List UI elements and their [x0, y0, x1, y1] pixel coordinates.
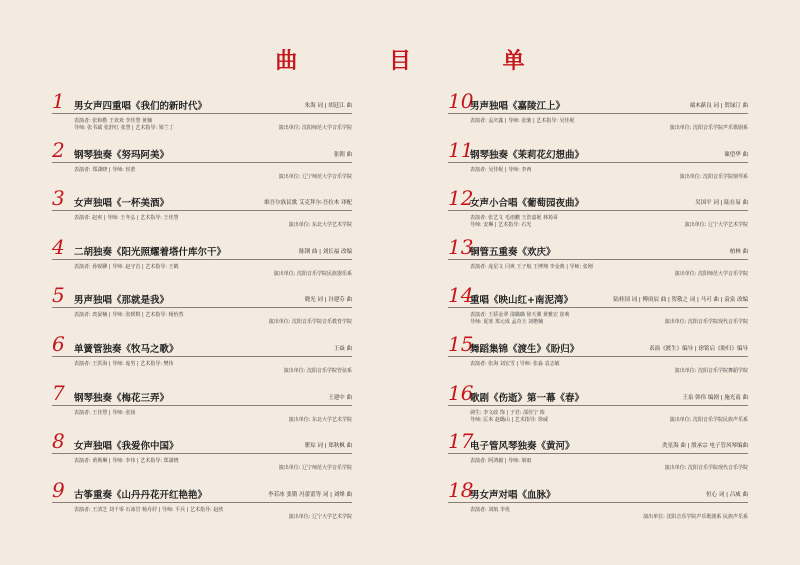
- program-performers: 表演者: 吴佳妮 | 导师: 李西: [470, 166, 532, 173]
- program-performers: 表演者: 阿鸿毅 | 导师: 梁雨: [470, 458, 532, 465]
- program-credit: 维吾尔族民歌 艾克拜尔·吾拉木 译配: [264, 200, 352, 207]
- program-unit: 演出单位: 辽宁师范大学音乐学院: [278, 173, 352, 180]
- divider-line: [52, 356, 352, 357]
- divider-line: [52, 405, 352, 406]
- program-credit: 王焱 曲: [333, 346, 352, 352]
- divider-line: [52, 502, 352, 503]
- program-item: [448, 137, 748, 191]
- program-unit: 演出单位: 沈阳音乐学院现代音乐学院: [664, 319, 748, 326]
- program-item: [448, 89, 748, 142]
- program-performers: 调生: 李文政 饰 | 子君: 邵佳宁 饰: [470, 409, 545, 416]
- program-performers: 表演者: 王骄金翠 邵璐璐 徐天翼 黄雅宏 崔莉: [470, 312, 570, 319]
- program-title: 舞蹈集锦《渡生》《盼归》: [470, 344, 580, 355]
- program-item: [52, 477, 352, 531]
- program-title: 钢琴独奏《茉莉花幻想曲》: [470, 149, 585, 161]
- program-number: 12: [448, 186, 474, 211]
- program-number: 4: [52, 234, 65, 259]
- program-title: 女声独唱《一杯美酒》: [74, 198, 170, 210]
- program-item: [448, 429, 748, 482]
- divider-line: [52, 307, 352, 308]
- program-item: [448, 477, 748, 531]
- program-number: 6: [52, 332, 65, 356]
- program-unit: 演出单位: 沈阳音乐学院管弦系: [283, 368, 352, 374]
- divider-line: [52, 162, 352, 163]
- program-number: 16: [448, 380, 474, 405]
- program-unit: 演出单位: 沈阳音乐学院声乐歌剧系: [669, 125, 748, 131]
- program-performers: 表演者: 王清芝 刘千零 石冰岩 杨丹妤 | 导师: 平兵 | 艺术指导: 赵欣: [74, 506, 224, 513]
- program-credit: 王泉 韩伟 编剧 | 施光南 曲: [682, 394, 748, 401]
- program-number: 9: [52, 477, 65, 502]
- program-number: 13: [448, 234, 474, 259]
- program-unit: 演出单位: 沈阳音乐学院现代音乐学院: [664, 465, 748, 472]
- program-performers: 表演者: 郑潇晓 | 导师: 侯蕾: [74, 166, 136, 173]
- program-number: 2: [52, 137, 65, 162]
- program-number: 8: [52, 429, 65, 454]
- program-performers: 表演者: 庞星文 闫爽 王子航 王博翔 李金典 | 导师: 张刚: [470, 263, 593, 270]
- program-unit: 演出单位: 东北大学艺术学院: [288, 222, 352, 229]
- program-performers: 表演者: 孟庆鑫 | 导师: 张驰 | 艺术指导: 吴佳妮: [470, 118, 575, 124]
- program-credit: 储望华 曲: [724, 151, 748, 158]
- program-unit: 演出单位: 沈阳音乐学院民族器乐系: [273, 270, 352, 277]
- program-title: 铜管五重奏《欢庆》: [470, 246, 556, 258]
- program-item: [52, 283, 352, 336]
- program-title: 歌剧《伤逝》第一幕《春》: [470, 392, 585, 404]
- program-credit: 陆桂国 词 | 傅庚辰 曲 | 贺敬之 词 | 马可 曲 | 袁泉 改编: [613, 297, 748, 304]
- program-mentors: 导师: 夏寒 郑元成 孟奇玉 刘楷楠: [470, 319, 544, 326]
- program-unit: 演出单位: 沈阳师范大学音乐学院: [674, 270, 748, 277]
- program-credit: 冼星海 曲 | 殷承宗 电子管风琴编曲: [662, 443, 748, 450]
- program-item: [52, 234, 352, 288]
- program-title: 男女声四重唱《我们的新时代》: [74, 101, 208, 112]
- program-credit: 端木蕻良 词 | 贺绿汀 曲: [689, 103, 748, 109]
- program-credit: 瞿琮 词 | 郑秋枫 曲: [304, 443, 352, 450]
- program-credit: 恒心 词 | 吕威 曲: [706, 491, 748, 498]
- program-title: 男女声对唱《血脉》: [470, 489, 556, 501]
- program-performers: 表演者: 赵爽 | 导师: 王冬弘 | 艺术指导: 王佳慧: [74, 215, 179, 222]
- program-item: [448, 380, 748, 434]
- page-title: 曲 目 单: [275, 49, 567, 74]
- divider-line: [448, 307, 748, 308]
- divider-line: [448, 259, 748, 260]
- program-credit: 晓光 词 | 谷建芬 曲: [304, 297, 352, 304]
- program-number: 1: [52, 89, 65, 113]
- program-item: [52, 137, 352, 191]
- divider-line: [448, 502, 748, 503]
- program-unit: 演出单位: 辽宁大学艺术学院: [288, 513, 352, 520]
- program-credit: 柏林 曲: [729, 248, 748, 255]
- program-number: 15: [448, 332, 474, 356]
- program-title: 钢琴独奏《努玛阿美》: [74, 149, 170, 161]
- program-item: [448, 332, 748, 385]
- program-performers: 表演者: 刘航 李优: [470, 506, 510, 513]
- program-title: 男声独唱《嘉陵江上》: [470, 101, 566, 112]
- program-performers: 表演者: 张艺文 毛雨鹏 王浩嘉妮 林筠哥: [470, 215, 559, 222]
- program-unit: 演出单位: 沈阳音乐学院音乐教育学院: [268, 319, 352, 326]
- program-title: 女声小合唱《葡萄园夜曲》: [470, 198, 585, 210]
- program-credit: 吴国平 词 | 陆在易 曲: [695, 200, 748, 207]
- program-performers: 表演者: 庹晏楠 | 导师: 张媛棋 | 艺术指导: 杨怡然: [74, 312, 184, 319]
- program-title: 男声独唱《那就是我》: [74, 295, 170, 307]
- divider-line: [448, 162, 748, 163]
- program-performers: 表演者: 黄斯琳 | 导师: 李伟 | 艺术指导: 郑潇晓: [74, 458, 179, 465]
- program-mentors: 导师: 张书斌 张舒红 张慧 | 艺术指导: 梁兰丁: [74, 125, 174, 131]
- program-unit: 演出单位: 辽宁师范大学音乐学院: [278, 465, 352, 472]
- program-performers: 表演者: 王洪海 | 导师: 庞男 | 艺术指导: 樊伟: [74, 361, 174, 367]
- program-performers: 表演者: 王佳慧 | 导师: 张扬: [74, 409, 136, 416]
- program-credit: 朱海 词 | 胡廷江 曲: [304, 103, 352, 109]
- program-item: [448, 283, 748, 336]
- program-item: [52, 186, 352, 239]
- program-performers: 表演者: 张海 刘宏雪 | 导师: 张淼 袁志敏: [470, 361, 560, 367]
- divider-line: [52, 210, 352, 211]
- program-number: 10: [448, 89, 474, 113]
- program-credit: 李若冰 张锵 冯蕾蕾等 词 | 刘烽 曲: [268, 491, 352, 498]
- program-number: 14: [448, 283, 474, 308]
- program-title: 钢琴独奏《梅花三弄》: [74, 392, 170, 404]
- program-item: [448, 234, 748, 288]
- program-title: 古筝重奏《山丹丹花开红艳艳》: [74, 489, 208, 501]
- program-unit: 演出单位: 沈阳音乐学院钢琴系: [679, 173, 748, 180]
- program-title: 单簧管独奏《牧马之歌》: [74, 344, 179, 355]
- divider-line: [448, 356, 748, 357]
- divider-line: [52, 113, 352, 114]
- program-credit: 表演《渡生》编导 | 徐铭启《盼归》编导: [649, 346, 748, 352]
- program-title: 女声独唱《我爱你中国》: [74, 441, 179, 453]
- program-item: [52, 332, 352, 385]
- program-title: 重唱《映山红+南泥湾》: [470, 295, 573, 307]
- program-item: [448, 186, 748, 239]
- program-title: 二胡独奏《阳光照耀着塔什库尔干》: [74, 246, 227, 258]
- program-unit: 演出单位: 沈阳音乐学院声乐歌剧系 民族声乐系: [643, 513, 748, 520]
- program-credit: 王建中 曲: [328, 394, 352, 401]
- program-credit: 张朝 曲: [333, 151, 352, 158]
- divider-line: [448, 405, 748, 406]
- divider-line: [448, 453, 748, 454]
- program-number: 11: [448, 137, 474, 162]
- divider-line: [52, 259, 352, 260]
- program-unit: 演出单位: 东北大学艺术学院: [288, 416, 352, 423]
- program-title: 电子管风琴独奏《黄河》: [470, 441, 575, 453]
- program-number: 17: [448, 429, 474, 454]
- program-item: [52, 89, 352, 142]
- program-unit: 演出单位: 沈阳音乐学院民族声乐系: [669, 416, 748, 423]
- divider-line: [52, 453, 352, 454]
- program-mentors: 导师: 安琳 | 艺术指导: 石光: [470, 222, 532, 229]
- program-item: [52, 429, 352, 482]
- program-number: 18: [448, 477, 474, 502]
- program-number: 3: [52, 186, 65, 211]
- divider-line: [448, 113, 748, 114]
- divider-line: [448, 210, 748, 211]
- program-performers: 表演者: 孙锐聊 | 导师: 赵守首 | 艺术指导: 王鹤: [74, 263, 179, 270]
- program-item: [52, 380, 352, 434]
- program-unit: 演出单位: 沈阳音乐学院舞蹈学院: [674, 368, 748, 374]
- program-unit: 演出单位: 辽宁大学艺术学院: [684, 222, 748, 229]
- program-performers: 表演者: 张和勒 王欢欢 李佳慧 黄楠: [74, 118, 153, 124]
- program-mentors: 导师: 匡米 赵璐山 | 艺术指导: 徐威: [470, 416, 549, 423]
- program-unit: 演出单位: 沈阳师范大学音乐学院: [278, 125, 352, 131]
- program-number: 5: [52, 283, 65, 308]
- program-number: 7: [52, 380, 65, 405]
- program-credit: 陈钢 曲 | 刘长福 改编: [299, 248, 352, 255]
